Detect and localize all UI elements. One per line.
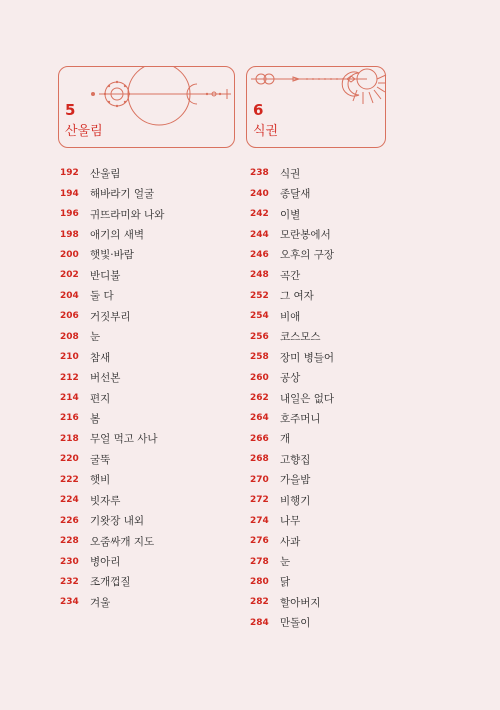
toc-entry[interactable] (60, 470, 230, 490)
page-number: 228 (60, 536, 79, 547)
toc-entry[interactable] (250, 510, 420, 530)
poem-title: 비애 (280, 310, 301, 323)
page-number: 206 (60, 311, 79, 322)
page-number: 200 (60, 249, 79, 260)
poem-title: 참새 (90, 351, 111, 364)
poem-title: 오줌싸개 지도 (90, 535, 155, 548)
toc-entry[interactable] (250, 306, 420, 326)
page-number: 204 (60, 290, 79, 301)
page-number: 248 (250, 270, 269, 281)
page-number: 232 (60, 576, 79, 587)
toc-entry[interactable] (60, 306, 230, 326)
page-number: 268 (250, 454, 269, 465)
poem-title: 병아리 (90, 556, 121, 569)
poem-title: 그 여자 (280, 290, 314, 303)
toc-entry[interactable] (60, 572, 230, 592)
poem-title: 애기의 새벽 (90, 229, 145, 242)
section-title: 식권 (253, 124, 279, 139)
poem-title: 거짓부리 (90, 310, 131, 323)
poem-title: 봄 (90, 412, 101, 425)
toc-entry[interactable] (60, 367, 230, 387)
toc-entry[interactable] (60, 551, 230, 571)
toc-entry[interactable] (60, 265, 230, 285)
toc-entry[interactable] (250, 347, 420, 367)
page-number: 272 (250, 495, 269, 506)
poem-title: 가을밤 (280, 474, 311, 487)
toc-entry[interactable] (250, 613, 420, 633)
toc-entry[interactable] (250, 367, 420, 387)
page-number: 276 (250, 536, 269, 547)
poem-title: 눈 (90, 331, 101, 344)
toc-entry[interactable] (60, 531, 230, 551)
page-number: 262 (250, 393, 269, 404)
toc-entry[interactable] (60, 449, 230, 469)
poem-title: 귀뜨라미와 나와 (90, 208, 165, 221)
toc-entry[interactable] (250, 163, 420, 183)
page-number: 238 (250, 168, 269, 179)
toc-entry[interactable] (60, 224, 230, 244)
toc-entry[interactable] (60, 429, 230, 449)
toc-entry[interactable] (60, 592, 230, 612)
toc-entry[interactable] (60, 286, 230, 306)
page-number: 266 (250, 433, 269, 444)
page-number: 280 (250, 576, 269, 587)
poem-title: 공상 (280, 372, 301, 385)
page-number: 282 (250, 597, 269, 608)
poem-title: 코스모스 (280, 331, 321, 344)
poem-title: 할아버지 (280, 596, 321, 609)
poem-title: 모란봉에서 (280, 229, 331, 242)
poem-title: 버선본 (90, 372, 121, 385)
page-number: 260 (250, 372, 269, 383)
toc-entry[interactable] (60, 510, 230, 530)
poem-title: 산울림 (90, 167, 121, 180)
page-number: 224 (60, 495, 79, 506)
page-number: 212 (60, 372, 79, 383)
toc-entry[interactable] (250, 429, 420, 449)
toc-list-section-6 (250, 163, 420, 633)
page-number: 208 (60, 331, 79, 342)
page-number: 218 (60, 433, 79, 444)
poem-title: 나무 (280, 515, 301, 528)
page-number: 220 (60, 454, 79, 465)
page-number: 264 (250, 413, 269, 424)
poem-title: 햇빛·바람 (90, 249, 134, 262)
page-number: 210 (60, 352, 79, 363)
toc-entry[interactable] (60, 347, 230, 367)
poem-title: 식권 (280, 167, 301, 180)
page-number: 240 (250, 188, 269, 199)
page-number: 246 (250, 249, 269, 260)
poem-title: 반디불 (90, 269, 121, 282)
poem-title: 오후의 구장 (280, 249, 335, 262)
poem-title: 해바라기 얼굴 (90, 188, 155, 201)
poem-title: 햇비 (90, 474, 111, 487)
toc-entry[interactable] (250, 531, 420, 551)
toc-entry[interactable] (60, 490, 230, 510)
toc-entry[interactable] (250, 408, 420, 428)
toc-entry[interactable] (250, 551, 420, 571)
poem-title: 장미 병들어 (280, 351, 335, 364)
toc-entry[interactable] (60, 327, 230, 347)
page-number: 196 (60, 209, 79, 220)
page-number: 278 (250, 556, 269, 567)
poem-title: 내일은 없다 (280, 392, 335, 405)
toc-entry[interactable] (60, 204, 230, 224)
toc-entry[interactable] (250, 327, 420, 347)
poem-title: 고향집 (280, 453, 311, 466)
page-number: 252 (250, 290, 269, 301)
toc-entry[interactable] (250, 449, 420, 469)
toc-list-section-5 (60, 163, 230, 613)
toc-entry[interactable] (60, 388, 230, 408)
page-number: 194 (60, 188, 79, 199)
toc-entry[interactable] (250, 224, 420, 244)
toc-entry[interactable] (250, 490, 420, 510)
page-number: 258 (250, 352, 269, 363)
poem-title: 기왓장 내외 (90, 515, 145, 528)
toc-entry[interactable] (60, 245, 230, 265)
page-number: 192 (60, 168, 79, 179)
poem-title: 곡간 (280, 269, 301, 282)
page-number: 222 (60, 474, 79, 485)
section-number: 5 (65, 101, 76, 119)
section-6-header (246, 66, 386, 148)
poem-title: 종달새 (280, 188, 311, 201)
toc-entry[interactable] (250, 245, 420, 265)
poem-title: 사과 (280, 535, 301, 548)
section-number: 6 (253, 101, 264, 119)
toc-entry[interactable] (250, 204, 420, 224)
page-number: 274 (250, 515, 269, 526)
poem-title: 무얼 먹고 사나 (90, 433, 158, 446)
page-number: 254 (250, 311, 269, 322)
poem-title: 비행기 (280, 494, 311, 507)
toc-entry[interactable] (250, 592, 420, 612)
page-number: 244 (250, 229, 269, 240)
toc-entry[interactable] (250, 265, 420, 285)
poem-title: 빗자루 (90, 494, 121, 507)
toc-entry[interactable] (60, 163, 230, 183)
page-number: 234 (60, 597, 79, 608)
page-number: 242 (250, 209, 269, 220)
poem-title: 편지 (90, 392, 111, 405)
poem-title: 눈 (280, 556, 291, 569)
section-title: 산울림 (65, 124, 103, 139)
page-number: 256 (250, 331, 269, 342)
poem-title: 개 (280, 433, 291, 446)
poem-title: 굴뚝 (90, 453, 111, 466)
page-number: 226 (60, 515, 79, 526)
page-number: 214 (60, 393, 79, 404)
poem-title: 겨울 (90, 596, 111, 609)
toc-entry[interactable] (60, 183, 230, 203)
toc-entry[interactable] (250, 470, 420, 490)
poem-title: 닭 (280, 576, 291, 589)
toc-entry[interactable] (250, 572, 420, 592)
toc-entry[interactable] (250, 388, 420, 408)
page-number: 284 (250, 617, 269, 628)
toc-entry[interactable] (250, 183, 420, 203)
poem-title: 둘 다 (90, 290, 114, 303)
page-number: 216 (60, 413, 79, 424)
toc-entry[interactable] (250, 286, 420, 306)
poem-title: 만돌이 (280, 617, 311, 630)
poem-title: 조개껍질 (90, 576, 131, 589)
poem-title: 호주머니 (280, 412, 321, 425)
poem-title: 이별 (280, 208, 301, 221)
page-number: 202 (60, 270, 79, 281)
page-number: 270 (250, 474, 269, 485)
page-number: 198 (60, 229, 79, 240)
section-5-header (58, 66, 235, 148)
page-number: 230 (60, 556, 79, 567)
toc-entry[interactable] (60, 408, 230, 428)
